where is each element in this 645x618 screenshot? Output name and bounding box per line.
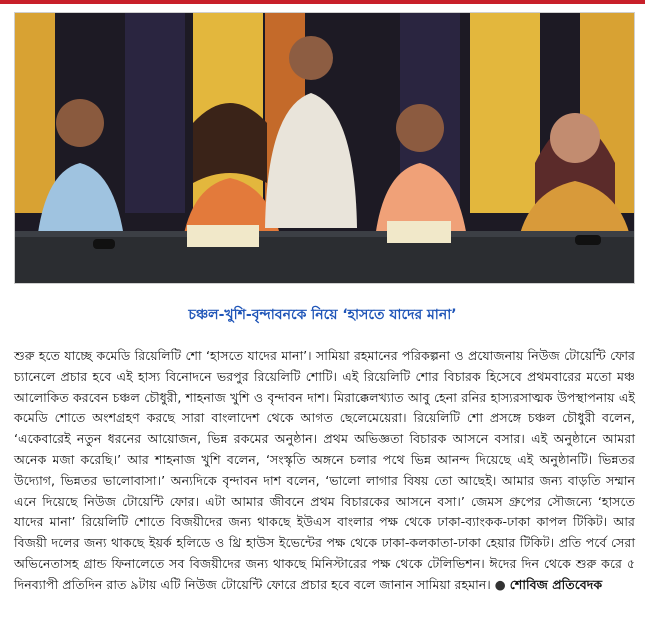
article-photo bbox=[14, 12, 635, 284]
article-body bbox=[14, 346, 635, 596]
bullet-icon: ● bbox=[494, 576, 506, 592]
group-photo-icon bbox=[15, 13, 634, 283]
article-text: শুরু হতে যাচ্ছে কমেডি রিয়েলিটি শো ‘হাসতে যাদের মানা’। সামিয়া রহমানের পরিকল্পনা ও প্রযোজনায় নিউজ টোয়েন্টি ফোর চ্যানেলে প্রচার হবে এই হাস্য বিনোদনে ভরপুর রিয়েলিটি শোটি। এই রিয়েলিটি শোর বিচারক হিসেবে প্রথমবারের মতো মঞ্চ আলোকিত করবেন চঞ্চল চৌধুরী, শাহনাজ খুশি ও বৃন্দাবন দাশ। মিরাক্কেলখ্যাত আবু হেনা রনির হাস্যরসাত্মক উপস্থাপনায় এই কমেডি শোতে অংশগ্রহণ করছে সারা বাংলাদেশ থেকে আগত ছেলেমেয়েরা। রিয়েলিটি শো প্রসঙ্গে চঞ্চল চৌধুরী বলেন, ‘একেবারেই নতুন ধরনের আয়োজন, ভিন্ন রকমের অনুষ্ঠান। প্রথম অভিজ্ঞতা বিচারক আসনে বসার। এই অনুষ্ঠানে আমরা অনেক মজা করেছি।’ আর শাহনাজ খুশি বলেন, ‘সংস্কৃতি অঙ্গনে চলার পথে ভিন্ন আনন্দ দিয়েছে এই অনুষ্ঠানটি। ভিন্নতর উদ্যোগ, ভিন্নতর ভালোবাসা।’ অন্যদিকে বৃন্দাবন দাশ বলেন, ‘ভালো লাগার বিষয় তো আছেই। আমার জন্য বাড়তি সম্মান এনে দিয়েছে নিউজ টোয়েন্টি ফোর। এটা আমার জীবনে প্রথম বিচারকের আসনে বসা।’ জেমস গ্রুপের সৌজন্যে ‘হাসতে যাদের মানা’ রিয়েলিটি শোতে বিজয়ীদের জন্য থাকছে ইউএস বাংলার পক্ষ থেকে ঢাকা-ব্যাংকক-ঢাকা কাপল টিকিট। আর বিজয়ী দলের জন্য থাকছে ইয়র্ক হলিডে ও থ্রি হাউস ইভেন্টের পক্ষ থেকে ঢাকা-কলকাতা-ঢাকা হেয়ার টিকিট। প্রতি পর্বে সেরা অভিনেতাসহ গ্রান্ড ফিনালেতে সব বিজয়ীদের জন্য থাকছে মিনিস্টারের পক্ষ থেকে টেলিভিশন। ঈদের দিন থেকে শুরু করে ৫ দিনব্যাপী প্রতিদিন রাত ৯টায় এটি নিউজ টোয়েন্টি ফোরে প্রচার হবে বলে জানান সামিয়া রহমান। bbox=[14, 348, 635, 592]
byline: শোবিজ প্রতিবেদক bbox=[509, 576, 603, 592]
headline: চঞ্চল-খুশি-বৃন্দাবনকে নিয়ে ‘হাসতে যাদের মানা’ bbox=[188, 307, 457, 323]
top-rule bbox=[0, 0, 645, 4]
